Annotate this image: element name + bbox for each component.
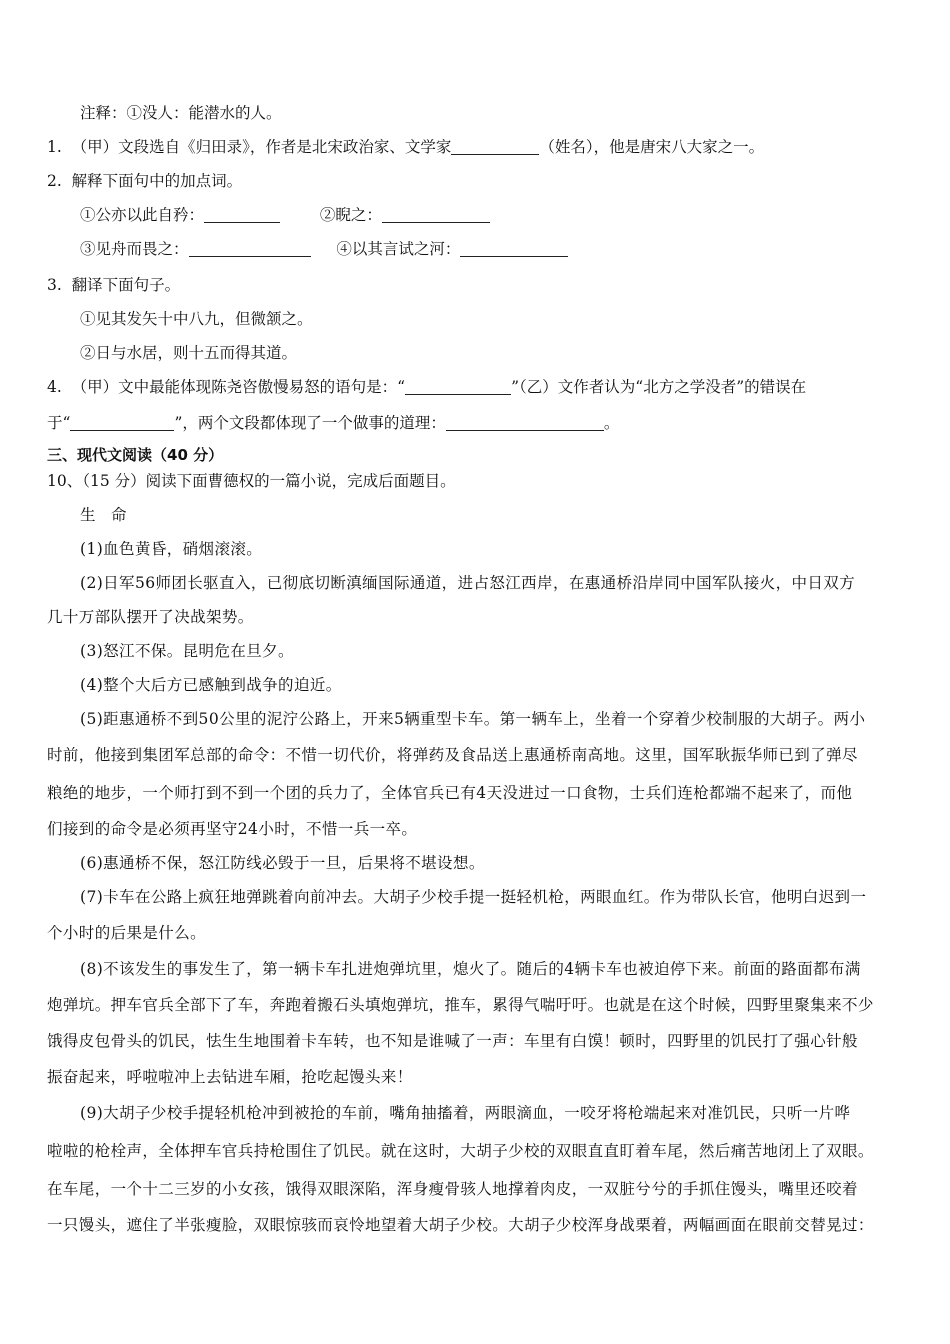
answer-blank[interactable] — [451, 138, 539, 155]
story-paragraph-5-cont: 时前，他接到集团军总部的命令：不惜一切代价，将弹药及食品送上惠通桥南高地。这里，国军耿振华师已到了弹尽 — [47, 746, 858, 764]
question-number: 1. — [47, 138, 62, 156]
answer-blank[interactable] — [446, 414, 604, 431]
story-paragraph-2: (2)日军56师团长驱直入，已彻底切断滇缅国际通道，进占怒江西岸，在惠通桥沿岸同中国军队接火，中日双方 — [80, 574, 856, 592]
item-label: ④以其言试之河： — [336, 240, 461, 258]
question-number: 3. — [47, 276, 62, 294]
story-paragraph-4: (4)整个大后方已感触到战争的迫近。 — [80, 676, 342, 694]
question-2 — [47, 170, 242, 192]
story-paragraph-3: (3)怒江不保。昆明危在旦夕。 — [80, 642, 294, 660]
question-3-item-2: ②日与水居，则十五而得其道。 — [80, 344, 298, 362]
story-paragraph-5: (5)距惠通桥不到50公里的泥泞公路上，开来5辆重型卡车。第一辆车上，坐着一个穿着少校制服的大胡子。两小 — [80, 710, 866, 728]
question-text: （甲）文中最能体现陈尧咨傲慢易怒的语句是：“ — [71, 378, 406, 396]
question-3 — [47, 274, 180, 296]
question-10-intro: 10、（15 分）阅读下面曹德权的一篇小说，完成后面题目。 — [47, 472, 456, 490]
story-paragraph-8-cont: 振奋起来，呼啦啦冲上去钻进车厢，抢吃起馒头来！ — [47, 1068, 413, 1086]
story-paragraph-2-cont: 几十万部队摆开了决战架势。 — [47, 608, 254, 626]
question-number: 4. — [47, 378, 62, 396]
story-paragraph-6: (6)惠通桥不保，怒江防线必毁于一旦，后果将不堪设想。 — [80, 854, 485, 872]
story-paragraph-5-cont: 粮绝的地步，一个师打到不到一个团的兵力了，全体官兵已有4天没进过一口食物，士兵们连枪都端不起来了，而他 — [47, 784, 853, 802]
story-paragraph-9-cont: 一只馒头，遮住了半张瘦脸，双眼惊骇而哀怜地望着大胡子少校。大胡子少校浑身战栗着，两幅画面在眼前交替晃过： — [47, 1216, 874, 1234]
story-paragraph-8-cont: 饿得皮包骨头的饥民，怯生生地围着卡车转，也不知是谁喊了一声：车里有白馍！顿时，四野里的饥民打了强心针般 — [47, 1032, 858, 1050]
story-paragraph-7-cont: 个小时的后果是什么。 — [47, 924, 207, 942]
item-label: ②睨之： — [319, 206, 382, 224]
question-4-line-2 — [47, 412, 619, 434]
story-paragraph-8-cont: 炮弹坑。押车官兵全部下了车，奔跑着搬石头填炮弹坑，推车，累得气喘吁吁。也就是在这个时候，四野里聚集来不少 — [47, 996, 874, 1014]
story-title: 生 命 — [80, 506, 127, 524]
story-paragraph-7: (7)卡车在公路上疯狂地弹跳着向前冲去。大胡子少校手提一挺轻机枪，两眼血红。作为带队长官，他明白迟到一 — [80, 888, 867, 906]
question-text: 于“ — [47, 414, 71, 432]
question-text: 。 — [603, 414, 620, 432]
question-1 — [47, 136, 764, 158]
story-paragraph-1: (1)血色黄昏，硝烟滚滚。 — [80, 540, 263, 558]
section-heading: 三、现代文阅读（40 分） — [47, 446, 224, 464]
question-text: ”（乙）文作者认为“北方之学没者”的错误在 — [511, 378, 807, 396]
question-3-item-1: ①见其发矢十中八九，但微颔之。 — [80, 310, 313, 328]
answer-blank[interactable] — [189, 240, 311, 257]
answer-blank[interactable] — [204, 206, 280, 223]
question-text: （姓名），他是唐宋八大家之一。 — [539, 138, 765, 156]
story-paragraph-9-cont: 在车尾，一个十二三岁的小女孩，饿得双眼深陷，浑身瘦骨骇人地撑着肉皮，一双脏兮兮的手抓住馒头，嘴里还咬着 — [47, 1180, 858, 1198]
item-label: ①公亦以此自矜： — [80, 206, 205, 224]
question-text: 翻译下面句子。 — [71, 276, 181, 294]
question-text: （甲）文段选自《归田录》，作者是北宋政治家、文学家 — [71, 138, 452, 156]
question-2-row-2 — [80, 238, 568, 260]
question-4-line-1 — [47, 376, 806, 398]
story-paragraph-9-cont: 啦啦的枪栓声，全体押车官兵持枪围住了饥民。就在这时，大胡子少校的双眼直直盯着车尾，然后痛苦地闭上了双眼。 — [47, 1142, 874, 1160]
item-label: ③见舟而畏之： — [80, 240, 189, 258]
answer-blank[interactable] — [405, 378, 511, 395]
answer-blank[interactable] — [382, 206, 490, 223]
story-paragraph-8: (8)不该发生的事发生了，第一辆卡车扎进炮弹坑里，熄火了。随后的4辆卡车也被迫停下来。前面的路面都布满 — [80, 960, 861, 978]
question-text: 解释下面句中的加点词。 — [71, 172, 243, 190]
story-paragraph-5-cont: 们接到的命令是必须再坚守24小时，不惜一兵一卒。 — [47, 820, 418, 838]
answer-blank[interactable] — [460, 240, 568, 257]
answer-blank[interactable] — [70, 414, 174, 431]
question-number: 2. — [47, 172, 62, 190]
question-text: ”，两个文段都体现了一个做事的道理： — [174, 414, 446, 432]
question-2-row-1 — [80, 204, 490, 226]
annotation-note: 注释：①没人：能潜水的人。 — [80, 104, 282, 122]
story-paragraph-9: (9)大胡子少校手提轻机枪冲到被抢的车前，嘴角抽搐着，两眼滴血，一咬牙将枪端起来对准饥民，只听一片哗 — [80, 1104, 851, 1122]
